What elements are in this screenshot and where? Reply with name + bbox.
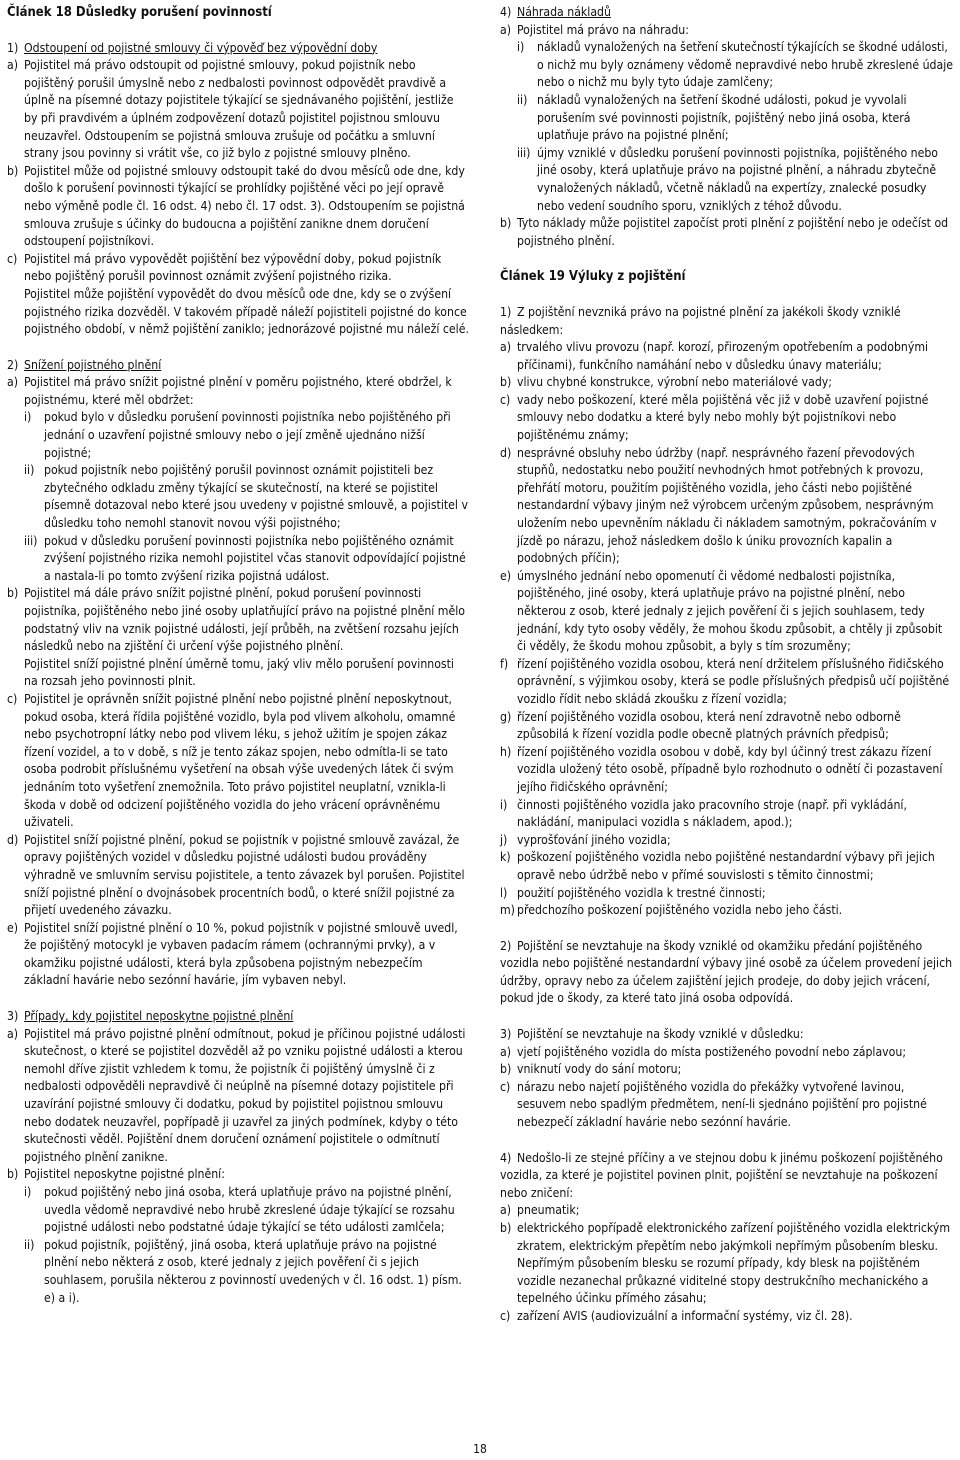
- list-item: [500, 339, 954, 374]
- paragraph-body: Pojištění se nevztahuje na škody vzniklé v důsledku:: [517, 1027, 804, 1042]
- item-text: činnosti pojištěného vozidla jako pracovního stroje (např. při vykládání, nakládání, manipulaci vozidla s nákladem, apod.);: [517, 797, 907, 830]
- list-item: [500, 797, 954, 832]
- sub-item-text: újmy vzniklé v důsledku porušení povinnosti pojistníka, pojištěného nebo jiné osoby, která uplatňuje právo na pojistné plnění, a náhradu zbytečně vynaložených nákladů, včetně nákladů na expertízy, znalecké posudky nebo vedení soudního sporu, vzniklých z téhož důvodu.: [537, 145, 938, 213]
- item-label: b): [7, 163, 19, 178]
- item-text: Pojistitel neposkytne pojistné plnění:: [24, 1167, 225, 1182]
- list-item: [500, 1220, 954, 1308]
- item-text: vjetí pojištěného vozidla do místa postiženého povodní nebo záplavou;: [517, 1044, 907, 1059]
- page-number: 18: [473, 1442, 487, 1456]
- sub-item: [24, 462, 469, 532]
- item-text: zařízení AVIS (audiovizuální a informační systémy, viz čl. 28).: [517, 1308, 853, 1323]
- item-label: c): [7, 251, 18, 266]
- item-text: Pojistitel sníží pojistné plnění o 10 %, pokud pojistník v pojistné smlouvě uvedl, že pojištěný motocykl je vybaven padacím rámem (ochrannými prvky), a v okamžiku pojistné události, která byla způsobena pojistným nebezpečím základní havárie nebo sezónní havárie, jím vybaven nebyl.: [24, 920, 458, 988]
- item-text: předchozího poškození pojištěného vozidla nebo jeho části.: [517, 903, 843, 918]
- item-label: c): [7, 691, 18, 706]
- item-text: Pojistitel sníží pojistné plnění, pokud se pojistník v pojistné smlouvě zavázal, že opravy pojištěných vozidel v důsledku pojistné události budou prováděny výhradně ve smluvním servisu pojistitele, a tento závazek byl porušen. Pojistitel sníží pojistné plnění o dvojnásobek procentních bodů, o které snížil pojistné za přijetí uvedeného závazku.: [24, 832, 465, 918]
- right-column: [500, 4, 954, 1326]
- item-label: l): [500, 885, 508, 900]
- sub-item-text: nákladů vynaložených na šetření škodné události, pokud je vyvolali porušením své povinnosti pojistník, pojištěný nebo jiná osoba, která uplatňuje právo na pojistné plnění;: [537, 92, 911, 143]
- item-text: použití pojištěného vozidla k trestné činnosti;: [517, 885, 766, 900]
- sub-item-text: pokud pojistník nebo pojištěný porušil povinnost oznámit pojistiteli bez zbytečného odkladu změny týkající se skutečností, na které se pojistitel písemně dotazoval nebo které jsou uvedeny v pojistné smlouvě, a pojistitel v důsledku toho nemohl stanovit novou výši pojistného;: [44, 463, 468, 531]
- list-item: [500, 1202, 954, 1220]
- item-text: elektrického popřípadě elektronického zařízení pojištěného vozidla elektrickým zkratem, elektrickým přepětím nebo jakýmkoli nepřímým působením blesku. Nepřímým působením blesku se rozumí případy, kdy blesk na pojištěném vozidle nezanechal průkazné viditelné stopy destrukčního mechanického a tepelného účinku přímého zásahu;: [517, 1221, 951, 1306]
- item-label: a): [500, 1203, 511, 1218]
- list-item: [500, 1061, 954, 1079]
- section-title-text: Odstoupení od pojistné smlouvy či výpověď bez výpovědní doby: [24, 40, 378, 55]
- sub-item: [517, 145, 954, 215]
- paragraph-4: [500, 1150, 954, 1326]
- section-title: [7, 1008, 469, 1026]
- item-label: b): [500, 1221, 512, 1235]
- sub-item-label: iii): [24, 533, 38, 548]
- list-item: [500, 849, 954, 884]
- item-text: Pojistitel má právo snížit pojistné plnění v poměru pojistného, které obdržel, k pojistnému, které měl obdržet:: [24, 375, 452, 407]
- paragraph-text: [500, 1150, 954, 1203]
- item-label: g): [500, 709, 512, 724]
- list-item: [500, 885, 954, 903]
- list-item: [500, 1308, 954, 1326]
- section-2: [7, 357, 469, 990]
- item-label: a): [7, 375, 18, 390]
- list-item: [7, 832, 469, 920]
- section-number: 3): [7, 1009, 19, 1024]
- item-label: i): [500, 797, 508, 812]
- item-text: Pojistitel má právo odstoupit od pojistné smlouvy, pokud pojistník nebo pojištěný porušil úmyslně nebo z nedbalosti povinnost odpovědět pravdivě a úplně na písemné dotazy pojistitele týkající se sjednávaného pojištění, jestliže by při pravdivém a úplném zodpovězení dotazů pojistitel pojistnou smlouvu neuzavřel. Odstoupením se pojistná smlouva zrušuje od počátku a smluvní strany jsou povinny si vrátit vše, co již bylo z pojistné smlouvy plněno.: [24, 58, 454, 161]
- section-number: 1): [7, 40, 19, 55]
- item-label: d): [500, 445, 512, 460]
- item-text: Pojistitel má právo na náhradu:: [517, 22, 689, 37]
- paragraph-1: [500, 304, 954, 920]
- sub-item: [24, 1184, 469, 1237]
- item-text: vady nebo poškození, které měla pojištěná věc již v době uzavření pojistné smlouvy nebo dodatku a které byly nebo mohly být pojistníkovi nebo pojištěnému známy;: [517, 392, 929, 443]
- item-label: b): [500, 375, 512, 390]
- sub-item-text: pokud bylo v důsledku porušení povinnosti pojistníka nebo pojištěného při jednání o uzavření pojistné smlouvy nebo o její změně ujednáno nižší pojistné;: [44, 410, 451, 460]
- paragraph-number: 4): [500, 1150, 512, 1165]
- section-title-text: Případy, kdy pojistitel neposkytne pojistné plnění: [24, 1009, 294, 1024]
- paragraph-3: [500, 1026, 954, 1132]
- left-column: [7, 4, 469, 1307]
- item-label: e): [500, 568, 512, 583]
- item-text: vyprošťování jiného vozidla;: [517, 832, 671, 847]
- item-text-continued: Pojistitel může pojištění vypovědět do dvou měsíců ode dne, kdy se o zvýšení pojistného rizika dozvěděl. V takovém případě náleží pojistiteli pojistné do konce pojistného období, v němž pojištění zaniklo; jednorázové pojistné mu náleží celé.: [24, 286, 469, 337]
- item-text-continued: Pojistitel sníží pojistné plnění úměrně tomu, jaký vliv mělo porušení povinnosti na rozsah jeho povinnosti plnit.: [24, 656, 454, 689]
- item-text: poškození pojištěného vozidla nebo pojištěné nestandardní výbavy při jejich opravě nebo údržbě nebo v přímé souvislosti s těmito činnostmi;: [517, 850, 935, 882]
- item-label: e): [7, 920, 19, 935]
- section-3: [7, 1008, 469, 1307]
- sub-item: [24, 533, 469, 586]
- sub-item-text: pokud pojistník, pojištěný, jiná osoba, která uplatňuje právo na pojistné plnění nebo některá z osob, které jednaly z jejich pověření či s jejich souhlasem, porušila některou z povinností uvedených v čl. 16 odst. 1) písm. e) a i).: [44, 1237, 462, 1305]
- item-label: c): [500, 1079, 511, 1094]
- list-item: [7, 251, 469, 339]
- list-item: [500, 215, 954, 250]
- sub-item: [24, 1237, 469, 1307]
- list-item: [500, 445, 954, 568]
- paragraph-2: [500, 938, 954, 1008]
- section-title-text: Snížení pojistného plnění: [24, 357, 162, 372]
- paragraph-number: 2): [500, 938, 512, 953]
- section-1: [7, 40, 469, 339]
- list-item: [500, 709, 954, 744]
- sub-item-label: ii): [24, 1237, 35, 1252]
- item-label: f): [500, 656, 509, 671]
- list-item: [500, 902, 954, 920]
- item-label: a): [7, 1026, 18, 1041]
- item-label: d): [7, 832, 19, 847]
- item-text: řízení pojištěného vozidla osobou, která není držitelem příslušného řidičského oprávnění, s výjimkou osoby, která se podle příslušných předpisů učí pojištěné vozidlo řídit nebo skládá zkoušku z řízení vozidla;: [517, 656, 950, 706]
- item-label: h): [500, 744, 512, 759]
- paragraph-text: [500, 938, 954, 1008]
- list-item: [500, 568, 954, 656]
- item-text: nesprávné obsluhy nebo údržby (např. nesprávného řazení převodových stupňů, nedostatku nebo použití nevhodných hmot potřebných k provozu, přehřátí motoru, použitím pojištěného vozidla, jeho části nebo pojištěné nestandardní výbavy jiným než výrobcem určeným způsobem, nesprávným uložením nebo upevněním nákladu či nákladem samotným, pokračováním v jízdě po nárazu, jehož následkem došlo k úniku provozních kapalin a podobných příčin);: [517, 445, 937, 566]
- article-18-heading: Článek 18 Důsledky porušení povinností: [7, 5, 272, 20]
- item-text: nárazu nebo najetí pojištěného vozidla do překážky vytvořené lavinou, sesuvem nebo spadlým předmětem, není-li sjednáno pojištění pro pojistné nebezpečí základní havárie nebo sezónní havárie.: [517, 1079, 927, 1130]
- section-title: [500, 4, 954, 22]
- list-item: [500, 656, 954, 709]
- list-item: [7, 691, 469, 832]
- item-text: vlivu chybné konstrukce, výrobní nebo materiálové vady;: [517, 375, 832, 390]
- item-text: řízení pojištěného vozidla osobou, která není zdravotně nebo odborně způsobilá k řízení vozidla podle obecně platných právních předpisů;: [517, 709, 901, 742]
- item-text: Pojistitel může od pojistné smlouvy odstoupit také do dvou měsíců ode dne, kdy došlo k porušení povinnosti týkající se prohlídky pojištěné věci po její opravě nebo výměně podle čl. 16 odst. 4) nebo čl. 17 odst. 3). Odstoupením se pojistná smlouva zrušuje s účinky do budoucna a pojištění zanikne dnem doručení odstoupení pojistníkovi.: [24, 163, 465, 249]
- item-text: úmyslného jednání nebo opomenutí či vědomé nedbalosti pojistníka, pojištěného, jiné osoby, která uplatňuje právo na pojistné plnění, nebo některou z osob, které jednaly z jejich pověření či s jejich souhlasem, tedy jednání, kdy tyto osoby věděly, že mohou škodu způsobit, a chtěly ji způsobit či věděly, že škodu mohou způsobit, a byly s tím srozuměny;: [517, 568, 943, 654]
- list-item: [500, 392, 954, 445]
- list-item: [500, 1044, 954, 1062]
- item-label: b): [500, 216, 512, 231]
- section-title: [7, 40, 469, 58]
- sub-item-text: pokud v důsledku porušení povinnosti pojistníka nebo pojištěného oznámit zvýšení pojistného rizika nemohl pojistitel včas stanovit odpovídající pojistné a nastala-li po tomto zvýšení rizika pojistná událost.: [44, 533, 466, 583]
- list-item: [500, 832, 954, 850]
- item-label: a): [500, 340, 511, 355]
- item-text: Pojistitel má dále právo snížit pojistné plnění, pokud porušení povinnosti pojistníka, pojištěného nebo jiné osoby uplatňující právo na pojistné plnění mělo podstatný vliv na vznik pojistné události, její průběh, na zvětšení rozsahu jejích následků nebo na zjištění či určení výše pojistného plnění.: [24, 586, 465, 654]
- item-label: j): [500, 832, 508, 847]
- paragraph-number: 1): [500, 304, 512, 319]
- list-item: [7, 374, 469, 585]
- sub-item-label: ii): [517, 92, 528, 107]
- item-label: b): [500, 1062, 512, 1077]
- section-4: [500, 4, 954, 250]
- sub-item: [24, 409, 469, 462]
- list-item: [7, 163, 469, 251]
- item-label: b): [7, 586, 19, 601]
- sub-item-label: iii): [517, 145, 531, 160]
- item-text: vniknutí vody do sání motoru;: [517, 1062, 682, 1077]
- item-label: k): [500, 850, 511, 865]
- item-label: a): [500, 22, 511, 37]
- sub-item-label: i): [24, 1185, 32, 1199]
- paragraph-text: [500, 1026, 954, 1044]
- list-item: [7, 1026, 469, 1167]
- item-label: a): [7, 58, 18, 73]
- sub-item-label: i): [517, 40, 525, 55]
- item-text: pneumatik;: [517, 1203, 580, 1218]
- list-item: [500, 744, 954, 797]
- sub-item: [517, 39, 954, 92]
- section-number: 4): [500, 5, 512, 19]
- item-text: řízení pojištěného vozidla osobou v době, kdy byl účinný trest zákazu řízení vozidla uložený této osobě, případně bylo rozhodnuto o odnětí či pozastavení jejího řidičského oprávnění;: [517, 744, 943, 794]
- sub-item-label: i): [24, 410, 32, 425]
- item-label: a): [500, 1044, 511, 1059]
- sub-item: [517, 92, 954, 145]
- list-item: [7, 920, 469, 990]
- sub-item-text: pokud pojištěný nebo jiná osoba, která uplatňuje právo na pojistné plnění, uvedla vědomě nepravdivé nebo hrubě zkreslené údaje týkající se rozsahu pojistné události nebo podstatné údaje týkající se této události zamlčela;: [44, 1185, 455, 1235]
- section-number: 2): [7, 357, 19, 372]
- item-text: Tyto náklady může pojistitel započíst proti plnění z pojištění nebo je odečíst od pojistného plnění.: [517, 216, 949, 248]
- list-item: [500, 374, 954, 392]
- item-label: c): [500, 1308, 511, 1323]
- section-title-text: Náhrada nákladů: [517, 5, 611, 19]
- item-text: trvalého vlivu provozu (např. korozí, přirozeným opotřebením a podobnými příčinami), funkčního namáhání nebo v důsledku únavy materiálu;: [517, 340, 929, 372]
- paragraph-body: Z pojištění nevzniká právo na pojistné plnění za jakékoli škody vzniklé následkem:: [500, 304, 901, 337]
- paragraph-number: 3): [500, 1027, 512, 1042]
- item-text: Pojistitel má právo pojistné plnění odmítnout, pokud je příčinou pojistné události skutečnost, o které se pojistitel dozvěděl až po vzniku pojistné události a kterou nemohl dříve zjistit vzhledem k tomu, že pojistník či pojištěný úmyslně či z nedbalosti odpověděli nepravdivě či neúplně na písemné dotazy pojistitele při uzavírání pojistné smlouvy či dodatku, pokud by pojistitel pojistnou smlouvu nebo dodatek neuzavřel, popřípadě ji uzavřel za jiných podmínek, kdyby o této skutečnosti věděl. Pojištění dnem doručení oznámení pojistitele o odmítnutí pojistného plnění zanikne.: [24, 1026, 466, 1164]
- paragraph-text: [500, 304, 954, 339]
- article-19-heading: Článek 19 Výluky z pojištění: [500, 269, 686, 285]
- section-title: [7, 357, 469, 375]
- list-item: [7, 57, 469, 163]
- paragraph-body: Pojištění se nevztahuje na škody vzniklé od okamžiku předání pojištěného vozidla nebo pojištěné nestandardní výbavy jiné osobě za účelem provedení jejich údržby, opravy nebo za účelem zajištění jejich prodeje, do doby jejich vrácení, pokud jde o škody, za které tato jiná osoba odpovídá.: [500, 938, 953, 1006]
- sub-item-text: nákladů vynaložených na šetření skutečností týkajících se škodné události, o nichž mu byly oznámeny vědomě nepravdivé nebo hrubě zkreslené údaje nebo o nichž mu byly tyto údaje zamlčeny;: [537, 40, 954, 90]
- item-text: Pojistitel má právo vypovědět pojištění bez výpovědní doby, pokud pojistník nebo pojištěný porušil povinnost oznámit zvýšení pojistného rizika.: [24, 251, 442, 284]
- sub-item-label: ii): [24, 463, 35, 478]
- item-label: m): [500, 903, 515, 918]
- list-item: [7, 1166, 469, 1307]
- list-item: [500, 1079, 954, 1132]
- item-label: c): [500, 392, 511, 407]
- list-item: [7, 585, 469, 691]
- item-text: Pojistitel je oprávněn snížit pojistné plnění nebo pojistné plnění neposkytnout, pokud osoba, která řídila pojištěné vozidlo, byla pod vlivem alkoholu, omamné nebo psychotropní látky nebo pod vlivem léku, s jehož užitím je spojen zákaz řízení vozidel, a to v době, s níž je tento zákaz spojen, nebo odmítla-li se tato osoba podrobit příslušnému vyšetření na obsah výše uvedených látek či svým jednáním toto vyšetření znemožnila. Toto právo pojistitel neuplatní, vznikla-li škoda v době od odcizení pojištěného vozidla do jeho vrácení oprávněnému uživateli.: [24, 691, 456, 830]
- paragraph-body: Nedošlo-li ze stejné příčiny a ve stejnou dobu k jinému poškození pojištěného vozidla, za které je pojistitel povinen plnit, pojištění se nevztahuje na poškození nebo zničení:: [500, 1150, 943, 1200]
- list-item: [500, 22, 954, 216]
- item-label: b): [7, 1167, 19, 1182]
